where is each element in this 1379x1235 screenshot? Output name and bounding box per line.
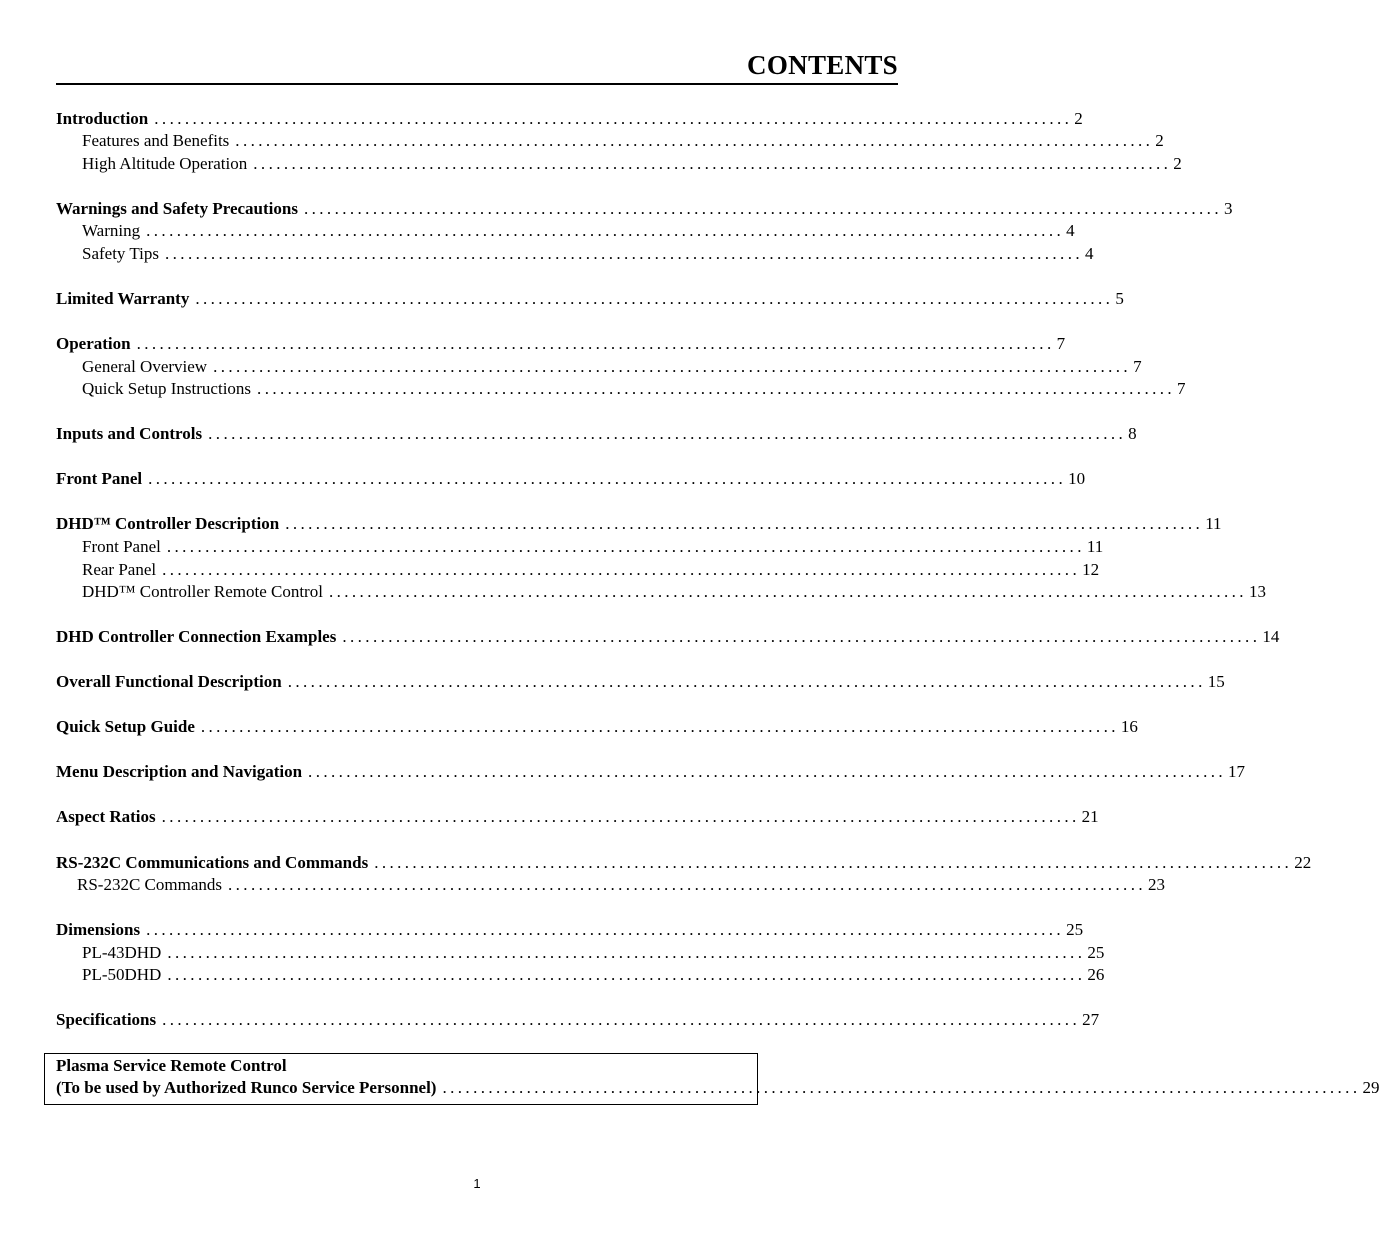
toc-leader-dots: ........................................................................................................................	[148, 469, 1067, 488]
toc-leader-dots: ........................................................................................................................	[167, 965, 1086, 984]
toc-entry[interactable]	[56, 198, 1233, 220]
toc-entry-label: DHD™ Controller Description	[56, 514, 280, 533]
toc-leader-dots: ........................................................................................................................	[146, 221, 1065, 240]
toc-entry-page: 25	[1087, 943, 1105, 962]
toc-entry-page: 4	[1066, 221, 1075, 240]
toc-entry-page: 13	[1248, 582, 1266, 601]
toc-leader-dots: ........................................................................................................................	[442, 1078, 1361, 1097]
toc-entry-page: 15	[1207, 672, 1225, 691]
toc-entry-page: 7	[1056, 334, 1066, 353]
toc-entry[interactable]	[56, 716, 1138, 738]
toc-entry-label: Rear Panel	[82, 560, 157, 579]
toc-entry-label: Warnings and Safety Precautions	[56, 199, 298, 218]
toc-entry-label: DHD Controller Connection Examples	[56, 627, 337, 646]
toc-entry-label: PL-43DHD	[82, 943, 162, 962]
toc-entry[interactable]	[82, 942, 1105, 964]
toc-leader-dots: ........................................................................................................................	[253, 154, 1172, 173]
toc-entry[interactable]	[56, 626, 1280, 648]
toc-leader-dots: ........................................................................................................................	[213, 357, 1132, 376]
toc-entry-label: Aspect Ratios	[56, 807, 156, 826]
toc-entry[interactable]	[77, 874, 1165, 896]
toc-entry-label: Specifications	[56, 1010, 157, 1029]
toc-leader-dots: ........................................................................................................................	[208, 424, 1127, 443]
toc-leader-dots: ........................................................................................................................	[257, 379, 1176, 398]
toc-leader-dots: ........................................................................................................................	[162, 1010, 1081, 1029]
toc-entry-label: Quick Setup Guide	[56, 717, 195, 736]
toc-entry[interactable]	[82, 130, 1164, 152]
toc-leader-dots: ........................................................................................................................	[166, 537, 1085, 556]
toc-entry[interactable]	[56, 761, 1246, 783]
toc-entry-label: Safety Tips	[82, 244, 159, 263]
toc-leader-dots: ........................................................................................................................	[146, 920, 1065, 939]
toc-entry-page: 14	[1262, 627, 1280, 646]
toc-entry-page: 4	[1085, 244, 1094, 263]
toc-entry[interactable]	[56, 671, 1225, 693]
toc-leader-dots: ........................................................................................................................	[136, 334, 1055, 353]
toc-leader-dots: ........................................................................................................................	[342, 627, 1261, 646]
toc-entry[interactable]	[82, 964, 1105, 986]
toc-leader-dots: ........................................................................................................................	[162, 560, 1081, 579]
toc-leader-dots: ........................................................................................................................	[235, 131, 1154, 150]
toc-entry[interactable]	[82, 243, 1094, 265]
toc-entry[interactable]	[56, 806, 1099, 828]
toc-entry-label: Front Panel	[82, 537, 161, 556]
toc-entry-page: 7	[1177, 379, 1186, 398]
toc-entry-label: Inputs and Controls	[56, 424, 203, 443]
toc-entry-page: 7	[1133, 357, 1142, 376]
toc-entry-page: 27	[1082, 1010, 1100, 1029]
toc-entry-label: (To be used by Authorized Runco Service Personnel)	[56, 1078, 437, 1097]
toc-entry-page: 5	[1115, 289, 1124, 308]
toc-entry-label: Quick Setup Instructions	[82, 379, 252, 398]
toc-entry-label: Menu Description and Navigation	[56, 762, 303, 781]
toc-entry-page: 10	[1068, 469, 1086, 488]
toc-entry-label: Features and Benefits	[82, 131, 230, 150]
toc-leader-dots: ........................................................................................................................	[285, 514, 1204, 533]
toc-entry-page: 23	[1148, 875, 1165, 894]
toc-entry-page: 29	[1362, 1078, 1379, 1097]
toc-entry[interactable]	[82, 356, 1142, 378]
toc-entry[interactable]	[56, 513, 1222, 535]
toc-entry-label: Warning	[82, 221, 141, 240]
toc-entry[interactable]	[56, 423, 1137, 445]
toc-leader-dots: ........................................................................................................................	[154, 109, 1073, 128]
toc-entry[interactable]	[56, 1009, 1100, 1031]
toc-entry-label: Operation	[56, 334, 131, 353]
toc-entry[interactable]	[56, 468, 1086, 490]
toc-leader-dots: ........................................................................................................................	[287, 672, 1206, 691]
toc-leader-dots: ........................................................................................................................	[374, 853, 1293, 872]
toc-leader-dots: ........................................................................................................................	[167, 943, 1086, 962]
toc-entry-label: High Altitude Operation	[82, 154, 248, 173]
toc-entry-label: Dimensions	[56, 920, 141, 939]
toc-entry[interactable]	[82, 220, 1075, 242]
toc-entry-page: 3	[1223, 199, 1233, 218]
toc-entry-label: RS-232C Communications and Commands	[56, 853, 369, 872]
toc-entry-page: 12	[1082, 560, 1100, 579]
page-title: CONTENTS	[747, 50, 898, 80]
toc-entry-page: 22	[1294, 853, 1312, 872]
toc-entry-label: RS-232C Commands	[77, 875, 222, 894]
toc-entry[interactable]	[82, 378, 1186, 400]
toc-entry-page: 11	[1205, 514, 1222, 533]
page-number: 1	[473, 1176, 481, 1191]
toc-entry[interactable]	[82, 559, 1100, 581]
toc-leader-dots: ........................................................................................................................	[308, 762, 1227, 781]
toc-entry-page: 17	[1228, 762, 1246, 781]
toc-leader-dots: ........................................................................................................................	[228, 875, 1146, 894]
toc-entry-page: 26	[1087, 965, 1105, 984]
toc-entry[interactable]	[82, 153, 1182, 175]
toc-entry-label: Overall Functional Description	[56, 672, 282, 691]
toc-leader-dots: ........................................................................................................................	[328, 582, 1247, 601]
toc-entry-label: Limited Warranty	[56, 289, 190, 308]
toc-entry-label: Introduction	[56, 109, 149, 128]
toc-leader-dots: ........................................................................................................................	[161, 807, 1080, 826]
toc-entry[interactable]	[56, 333, 1066, 355]
toc-entry-service-remote[interactable]	[56, 1077, 1379, 1099]
toc-entry[interactable]	[56, 108, 1083, 130]
toc-entry[interactable]	[56, 919, 1084, 941]
toc-entry-label: General Overview	[82, 357, 208, 376]
toc-leader-dots: ........................................................................................................................	[165, 244, 1083, 263]
toc-leader-dots: ........................................................................................................................	[200, 717, 1119, 736]
toc-entry-page: 2	[1074, 109, 1083, 128]
toc-entry-page: 21	[1081, 807, 1099, 826]
toc-entry[interactable]	[82, 536, 1104, 558]
toc-leader-dots: ........................................................................................................................	[195, 289, 1114, 308]
toc-entry-label: Front Panel	[56, 469, 143, 488]
toc-entry[interactable]	[56, 852, 1312, 874]
toc-entry-page: 25	[1066, 920, 1084, 939]
toc-entry-label: PL-50DHD	[82, 965, 162, 984]
toc-entry-page: 2	[1155, 131, 1164, 150]
toc-entry-page: 11	[1086, 537, 1104, 556]
toc-entry-page: 2	[1173, 154, 1182, 173]
toc-entry[interactable]	[56, 288, 1124, 310]
toc-entry-page: 8	[1128, 424, 1137, 443]
toc-entry[interactable]	[82, 581, 1266, 603]
service-remote-title: Plasma Service Remote Control	[56, 1056, 287, 1075]
toc-entry-label: DHD™ Controller Remote Control	[82, 582, 323, 601]
toc-entry-page: 16	[1120, 717, 1138, 736]
toc-leader-dots: ........................................................................................................................	[303, 199, 1222, 218]
